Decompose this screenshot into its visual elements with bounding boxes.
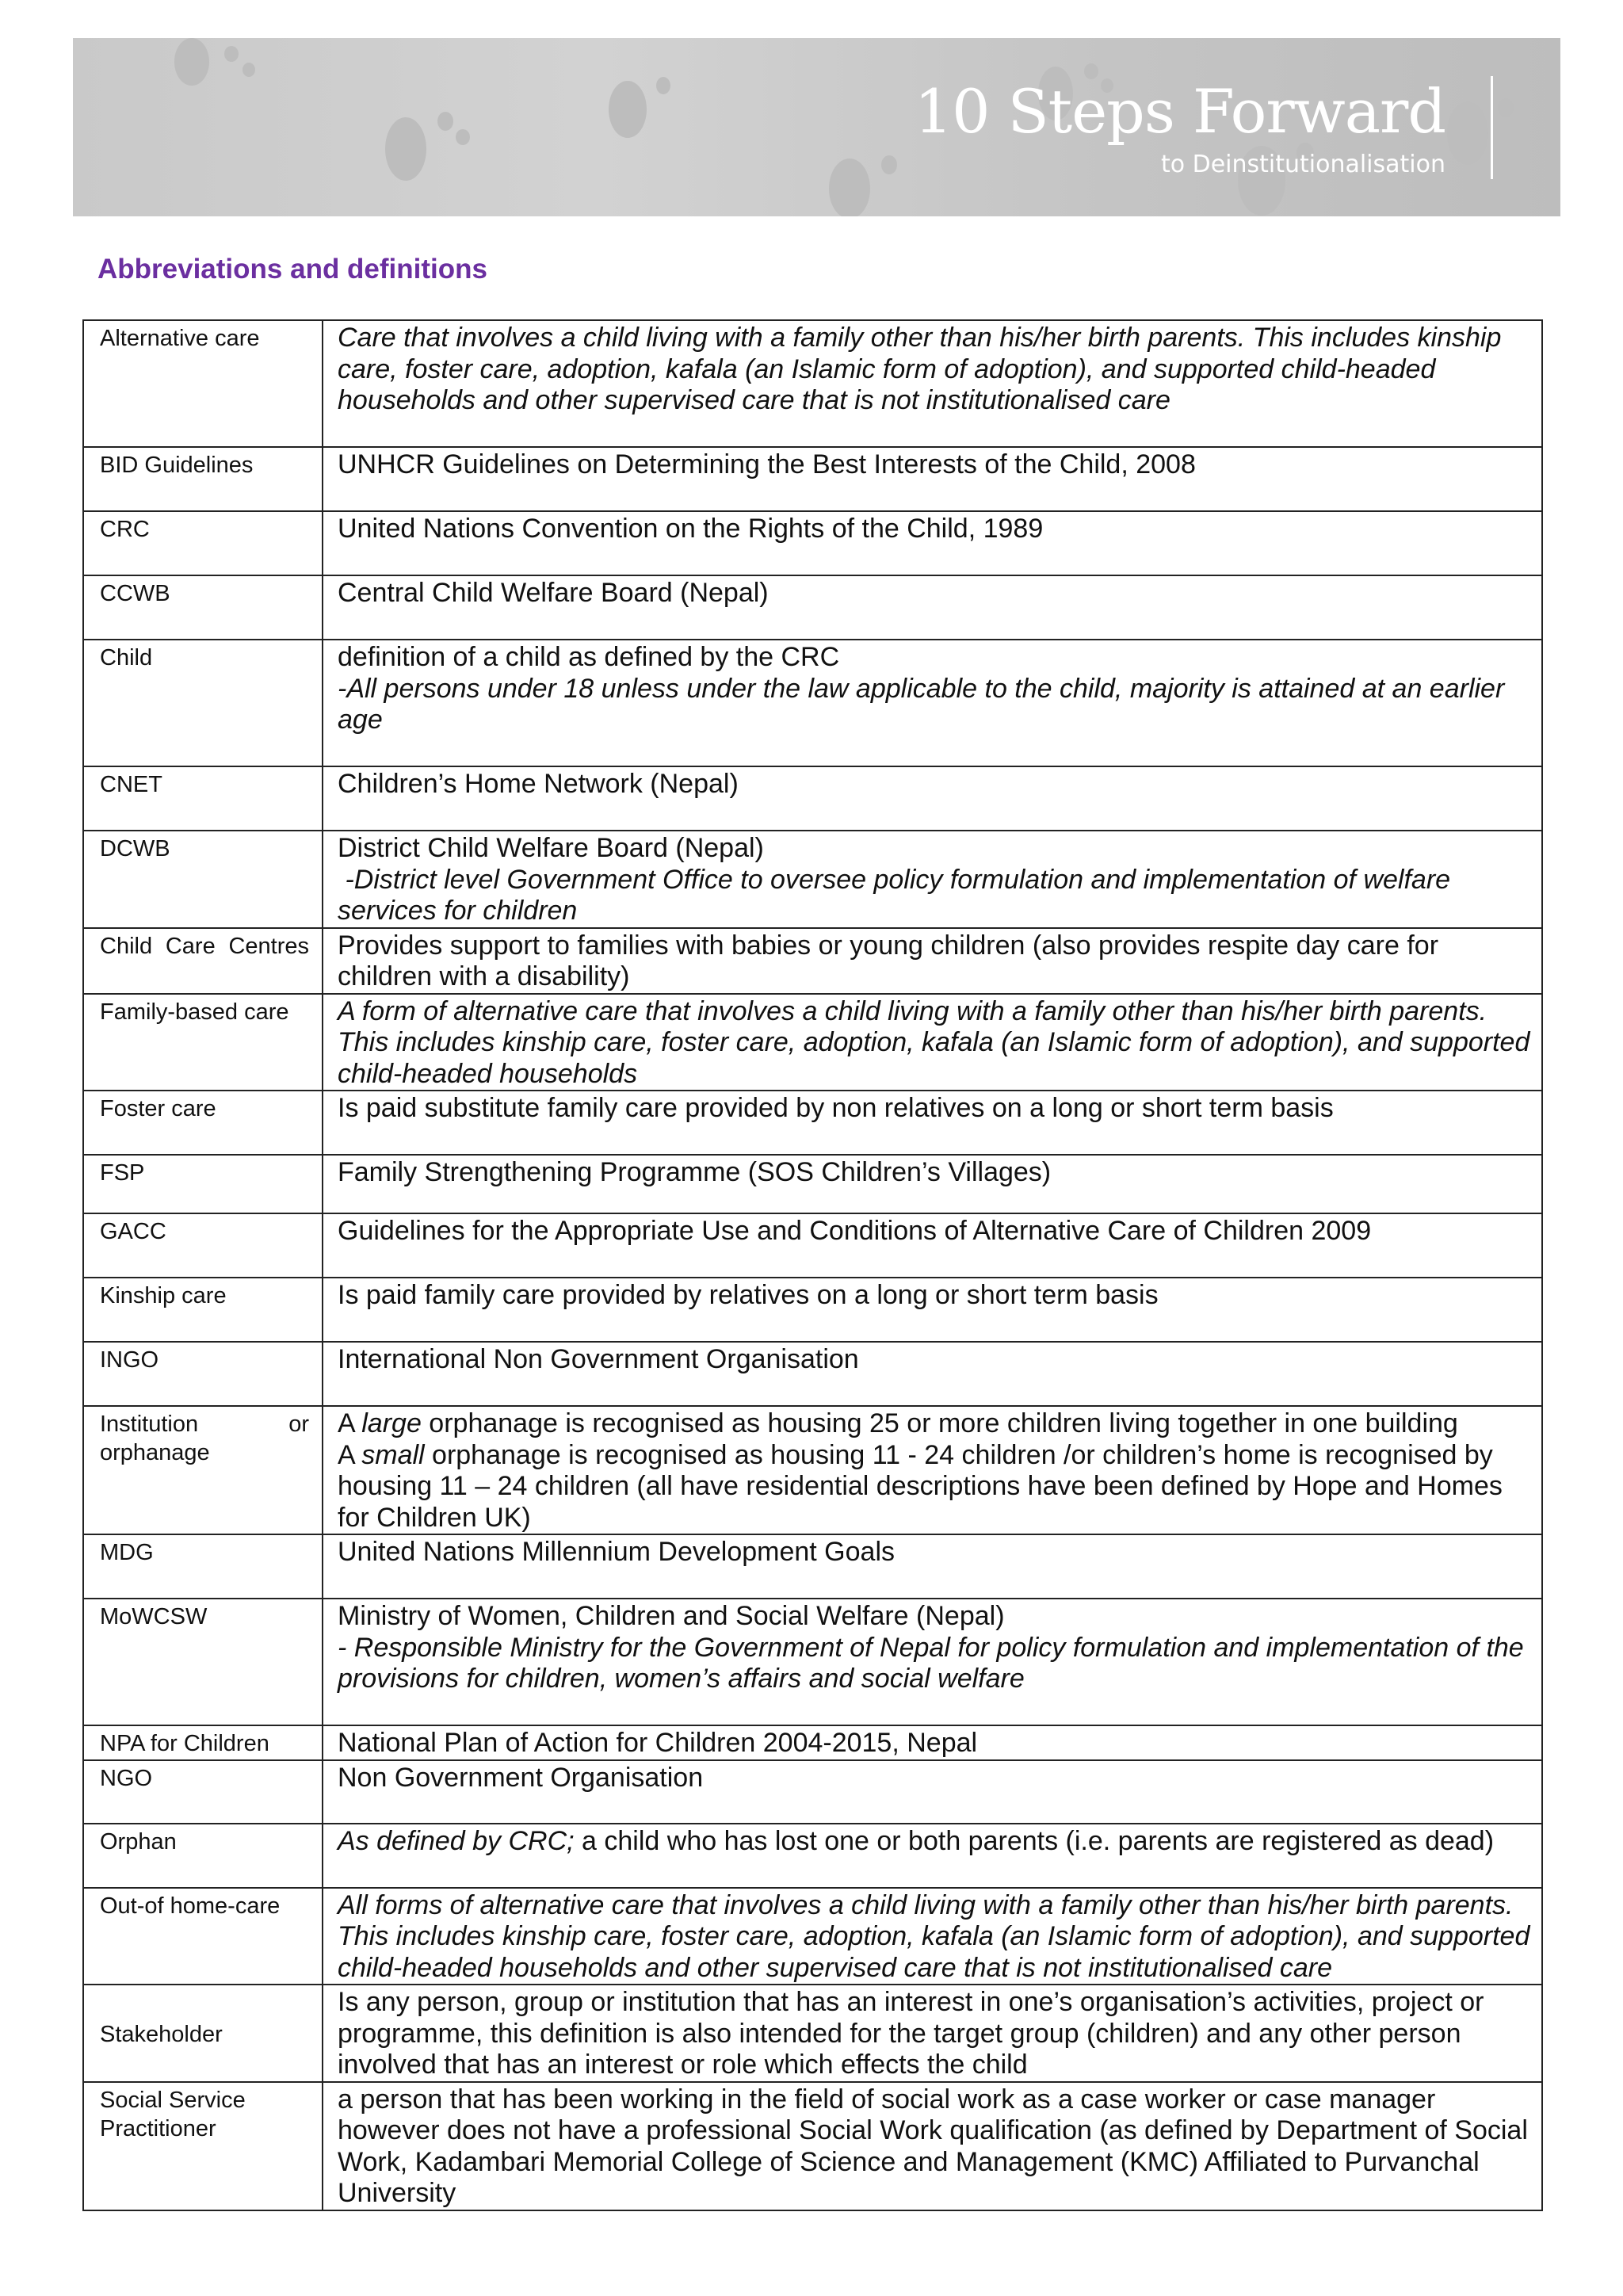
definition-cell: Central Child Welfare Board (Nepal) [323,575,1542,640]
definition-cell: United Nations Convention on the Rights of the Child, 1989 [323,511,1542,575]
definition-cell: Is paid substitute family care provided by non relatives on a long or short term basis [323,1091,1542,1155]
header-banner [73,38,1560,216]
definition-cell: United Nations Millennium Development Goals [323,1534,1542,1599]
term-cell: CCWB [83,575,323,640]
definition-cell: Family Strengthening Programme (SOS Children’s Villages) [323,1155,1542,1213]
definition-cell: National Plan of Action for Children 2004-2015, Nepal [323,1725,1542,1760]
table-row [83,1213,1542,1278]
definition-line: A large orphanage is recognised as housing 25 or more children living together in one building [338,1408,1458,1438]
definition-line: - Responsible Ministry for the Government of Nepal for policy formulation and implementation of the provisions for children, women’s affairs and social welfare [338,1632,1524,1694]
table-row [83,511,1542,575]
definition-cell: Is any person, group or institution that has an interest in one’s organisation’s activities, project or programme, this definition is also intended for the target group (children) and any other person involved that has an interest or role which effects the child [323,1985,1542,2082]
term-cell: Social Service Practitioner [83,2082,323,2210]
definition-cell: International Non Government Organisation [323,1342,1542,1406]
table-row [83,1888,1542,1985]
table-row [83,575,1542,640]
table-row [83,766,1542,831]
definition-cell: Guidelines for the Appropriate Use and Conditions of Alternative Care of Children 2009 [323,1213,1542,1278]
term-cell: CNET [83,766,323,831]
term-cell: FSP [83,1155,323,1213]
table-row [83,1725,1542,1760]
definitions-table [82,319,1543,2211]
table-row [83,640,1542,766]
term-cell: MoWCSW [83,1599,323,1725]
term-cell: Kinship care [83,1278,323,1342]
definition-line: Ministry of Women, Children and Social Welfare (Nepal) [338,1601,1005,1631]
banner-divider [1491,76,1493,179]
table-row [83,831,1542,928]
table-row [83,1278,1542,1342]
definition-line: District Child Welfare Board (Nepal) [338,833,764,863]
banner-title: 10 Steps Forward [914,76,1445,147]
table-row [83,1534,1542,1599]
definition-cell: As defined by CRC; a child who has lost one or both parents (i.e. parents are registered as dead) [323,1824,1542,1888]
banner-subtitle: to Deinstitutionalisation [1160,151,1445,178]
term-cell: Alternative care [83,320,323,447]
term-cell: Orphan [83,1824,323,1888]
term-cell: Out-of home-care [83,1888,323,1985]
table-row [83,1985,1542,2082]
term-cell: Family-based care [83,994,323,1091]
definition-line: -All persons under 18 unless under the law applicable to the child, majority is attained at an earlier age [338,673,1505,735]
table-row [83,1342,1542,1406]
table-row [83,447,1542,511]
table-row [83,928,1542,994]
definition-cell: Care that involves a child living with a family other than his/her birth parents. This includes kinship care, foster care, adoption, kafala (an Islamic form of adoption), and supported child-headed households and other supervised care that is not institutionalised care [323,320,1542,447]
term-cell: Stakeholder [83,1985,323,2082]
definition-cell [323,831,1542,928]
table-row [83,2082,1542,2210]
definition-cell [323,640,1542,766]
definition-cell [323,1599,1542,1725]
definition-line: definition of a child as defined by the CRC [338,642,840,672]
table-row [83,1760,1542,1824]
term-cell: Child Care Centres [83,928,323,994]
definition-cell: UNHCR Guidelines on Determining the Best Interests of the Child, 2008 [323,447,1542,511]
term-cell: INGO [83,1342,323,1406]
table-row [83,994,1542,1091]
definition-cell: All forms of alternative care that involves a child living with a family other than his/her birth parents. This includes kinship care, foster care, adoption, kafala (an Islamic form of adoption), and supported child-headed households and other supervised care that is not institutionalised care [323,1888,1542,1985]
definition-cell [323,1406,1542,1534]
term-cell: Child [83,640,323,766]
page-title: Abbreviations and definitions [97,254,487,285]
term-cell: GACC [83,1213,323,1278]
definition-cell: Children’s Home Network (Nepal) [323,766,1542,831]
definition-cell: Provides support to families with babies or young children (also provides respite day care for children with a disability) [323,928,1542,994]
definition-line: -District level Government Office to oversee policy formulation and implementation of welfare services for children [338,864,1458,926]
definition-line: A small orphanage is recognised as housing 11 - 24 children /or children’s home is recognised by housing 11 – 24 children (all have residential descriptions have been defined by Hope and Homes for Children UK) [338,1439,1503,1533]
term-cell: DCWB [83,831,323,928]
table-row [83,320,1542,447]
term-cell: Institution or orphanage [83,1406,323,1534]
term-cell: MDG [83,1534,323,1599]
definition-cell: Non Government Organisation [323,1760,1542,1824]
table-row [83,1599,1542,1725]
term-cell: CRC [83,511,323,575]
definition-cell: a person that has been working in the field of social work as a case worker or case manager however does not have a professional Social Work qualification (as defined by Department of Social Work, Kadambari Memorial College of Science and Management (KMC) Affiliated to Purvanchal University [323,2082,1542,2210]
definition-cell: A form of alternative care that involves a child living with a family other than his/her birth parents. This includes kinship care, foster care, adoption, kafala (an Islamic form of adoption), and supported child-headed households [323,994,1542,1091]
term-cell: Foster care [83,1091,323,1155]
table-row [83,1406,1542,1534]
table-row [83,1824,1542,1888]
term-cell: NPA for Children [83,1725,323,1760]
table-row [83,1091,1542,1155]
definition-cell: Is paid family care provided by relatives on a long or short term basis [323,1278,1542,1342]
table-row [83,1155,1542,1213]
term-cell: NGO [83,1760,323,1824]
term-cell: BID Guidelines [83,447,323,511]
